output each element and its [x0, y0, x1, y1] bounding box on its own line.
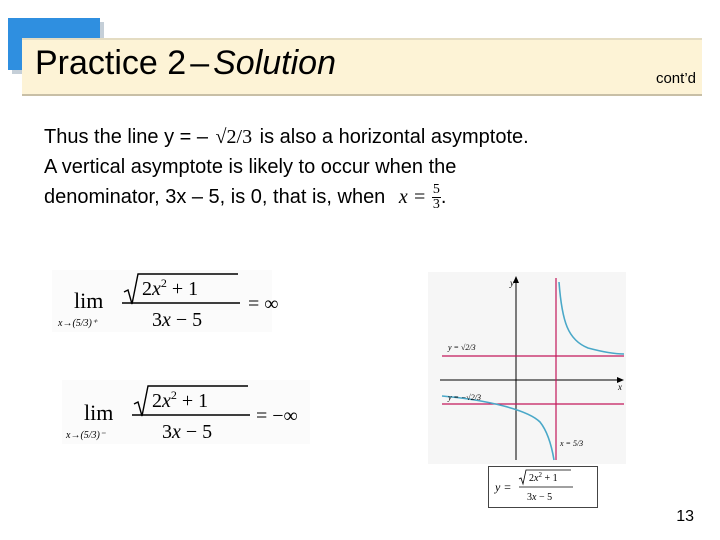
limit-result-plus: = ∞	[248, 293, 279, 315]
body-text	[44, 122, 529, 212]
line3-equation: x =	[398, 186, 427, 208]
asymptote-graph	[428, 272, 626, 464]
denominator-text: 3x − 5	[152, 309, 203, 331]
title-italic: Solution	[213, 44, 336, 82]
slide-title	[35, 44, 336, 83]
line3-fraction-numerator: 5	[432, 182, 440, 198]
x-axis-label: x	[618, 382, 622, 392]
right-branch-curve	[559, 282, 624, 354]
lim-subscript-plus: x→(5/3)⁺	[58, 318, 98, 329]
page-number: 13	[676, 508, 694, 525]
lim-text-2: lim	[84, 400, 114, 425]
limit-equation-minus-svg	[62, 380, 310, 444]
title-dash: –	[190, 44, 210, 82]
limit-equation-plus	[52, 270, 279, 332]
line3-pre: denominator, 3x – 5, is 0, that is, when	[44, 186, 386, 208]
function-equation-svg	[489, 467, 597, 507]
lower-asymptote-label: y = −√2/3	[448, 393, 481, 402]
y-axis-label: y	[510, 278, 514, 288]
limit-result-minus: = −∞	[256, 405, 298, 427]
line3-fraction	[432, 183, 441, 212]
body-line-3	[44, 182, 529, 212]
function-denominator: 3x − 5	[527, 492, 553, 503]
function-y-label: y =	[495, 480, 512, 494]
body-line-2: A vertical asymptote is likely to occur when the	[44, 156, 457, 178]
numerator-text-2: $2x^2 + 1$	[152, 388, 209, 412]
lim-text: lim	[74, 288, 104, 313]
limit-equation-plus-svg	[52, 270, 279, 332]
vertical-asymptote-label: x = 5/3	[560, 439, 584, 448]
body-line-1	[44, 122, 529, 152]
denominator-text-2: 3x − 5	[162, 421, 213, 443]
line3-end: .	[440, 186, 447, 208]
lim-subscript-minus: x→(5/3)⁻	[66, 430, 106, 441]
left-branch-curve	[442, 396, 554, 460]
numerator-text: $2x^2 + 1$	[142, 276, 199, 300]
function-equation-box	[488, 466, 598, 508]
line3-fraction-denominator: 3	[432, 197, 440, 213]
contd-label: cont’d	[655, 70, 696, 87]
limit-equation-minus	[62, 380, 310, 444]
asymptote-graph-svg	[428, 272, 626, 464]
function-numerator: $2x^2 + 1$	[529, 471, 558, 484]
title-main: Practice 2	[35, 44, 187, 82]
line1-sqrt-expression: √2/3	[215, 126, 253, 148]
upper-asymptote-label: y = √2/3	[448, 343, 476, 352]
line1-pre: Thus the line y = –	[44, 126, 208, 148]
line1-post: is also a horizontal asymptote.	[259, 126, 529, 148]
